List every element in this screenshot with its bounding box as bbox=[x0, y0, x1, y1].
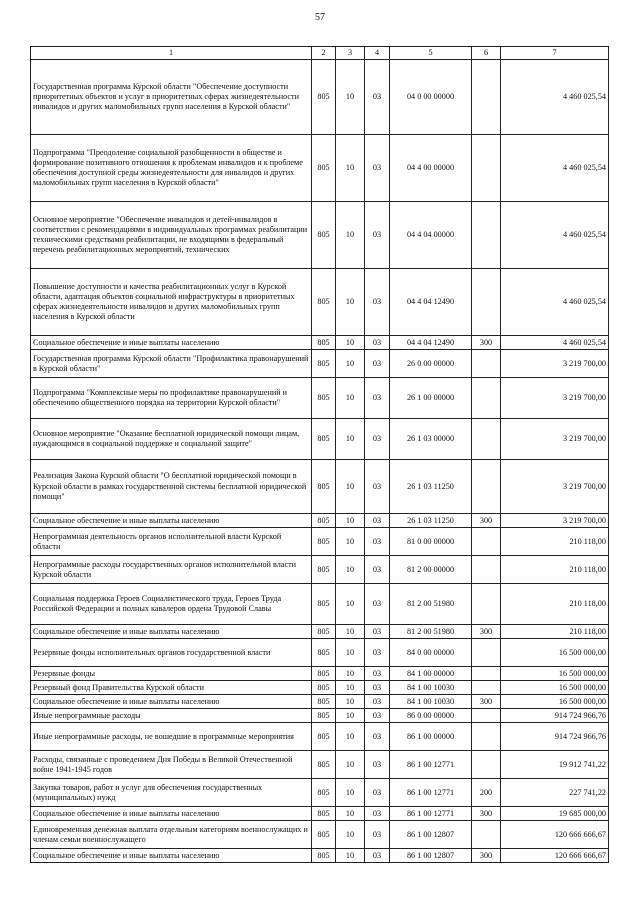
row-code-2: 805 bbox=[312, 584, 336, 625]
table-row bbox=[31, 584, 609, 625]
row-amount: 914 724 966,76 bbox=[501, 723, 609, 751]
row-target-code: 04 0 00 00000 bbox=[390, 60, 472, 135]
row-name: Основное мероприятие "Оказание бесплатной юридической помощи лицам, нуждающимся в социальной поддержке и социальной защите" bbox=[31, 419, 312, 460]
row-code-3: 10 bbox=[336, 378, 365, 419]
column-header: 7 bbox=[501, 47, 609, 60]
row-target-code: 81 2 00 51980 bbox=[390, 625, 472, 639]
table-row bbox=[31, 681, 609, 695]
row-name: Социальное обеспечение и иные выплаты населению bbox=[31, 695, 312, 709]
row-target-code: 84 1 00 10030 bbox=[390, 695, 472, 709]
row-amount: 210 118,00 bbox=[501, 625, 609, 639]
row-name: Основное мероприятие "Обеспечение инвалидов и детей-инвалидов в соответствии с рекомендациями в индивидуальных программах реабилитации техническими средствами реабилитации, не входящими в федеральный перечень реабилитационных мероприятий, технических bbox=[31, 202, 312, 269]
row-code-3: 10 bbox=[336, 723, 365, 751]
table-row bbox=[31, 779, 609, 807]
row-name: Социальное обеспечение и иные выплаты населению bbox=[31, 807, 312, 821]
row-code-4: 03 bbox=[365, 514, 390, 528]
row-target-code: 04 4 00 00000 bbox=[390, 135, 472, 202]
row-expense-type bbox=[472, 528, 501, 556]
row-code-4: 03 bbox=[365, 556, 390, 584]
row-expense-type bbox=[472, 202, 501, 269]
row-name: Непрограммные расходы государственных органов исполнительной власти Курской области bbox=[31, 556, 312, 584]
row-expense-type bbox=[472, 723, 501, 751]
row-name: Закупка товаров, работ и услуг для обеспечения государственных (муниципальных) нужд bbox=[31, 779, 312, 807]
row-amount: 120 666 666,67 bbox=[501, 849, 609, 863]
row-amount: 914 724 966,76 bbox=[501, 709, 609, 723]
row-code-4: 03 bbox=[365, 350, 390, 378]
row-code-3: 10 bbox=[336, 709, 365, 723]
row-target-code: 81 2 00 51980 bbox=[390, 584, 472, 625]
row-expense-type bbox=[472, 709, 501, 723]
header-row bbox=[31, 47, 609, 60]
row-code-3: 10 bbox=[336, 269, 365, 336]
table-row bbox=[31, 419, 609, 460]
row-expense-type bbox=[472, 460, 501, 514]
row-code-2: 805 bbox=[312, 269, 336, 336]
table-row bbox=[31, 807, 609, 821]
row-target-code: 86 1 00 12771 bbox=[390, 779, 472, 807]
row-expense-type bbox=[472, 751, 501, 779]
row-code-2: 805 bbox=[312, 556, 336, 584]
row-amount: 210 118,00 bbox=[501, 584, 609, 625]
table-row bbox=[31, 514, 609, 528]
row-code-2: 805 bbox=[312, 709, 336, 723]
row-amount: 19 685 000,00 bbox=[501, 807, 609, 821]
table-row bbox=[31, 350, 609, 378]
row-amount: 4 460 025,54 bbox=[501, 336, 609, 350]
row-expense-type bbox=[472, 667, 501, 681]
row-amount: 210 118,00 bbox=[501, 556, 609, 584]
row-code-3: 10 bbox=[336, 202, 365, 269]
table-row bbox=[31, 849, 609, 863]
row-code-4: 03 bbox=[365, 269, 390, 336]
row-amount: 3 219 700,00 bbox=[501, 419, 609, 460]
row-amount: 210 118,00 bbox=[501, 528, 609, 556]
row-target-code: 04 4 04 12490 bbox=[390, 336, 472, 350]
row-amount: 4 460 025,54 bbox=[501, 135, 609, 202]
row-code-2: 805 bbox=[312, 821, 336, 849]
table-row bbox=[31, 625, 609, 639]
row-name: Социальное обеспечение и иные выплаты населению bbox=[31, 849, 312, 863]
row-amount: 4 460 025,54 bbox=[501, 269, 609, 336]
row-code-2: 805 bbox=[312, 681, 336, 695]
row-amount: 16 500 000,00 bbox=[501, 695, 609, 709]
row-name: Резервные фонды исполнительных органов государственной власти bbox=[31, 639, 312, 667]
row-expense-type: 300 bbox=[472, 807, 501, 821]
row-name: Иные непрограммные расходы, не вошедшие в программные мероприятия bbox=[31, 723, 312, 751]
row-target-code: 84 1 00 00000 bbox=[390, 667, 472, 681]
row-name: Социальная поддержка Героев Социалистического труда, Героев Труда Российской Федерации и полных кавалеров ордена Трудовой Славы bbox=[31, 584, 312, 625]
row-code-2: 805 bbox=[312, 60, 336, 135]
row-code-3: 10 bbox=[336, 584, 365, 625]
row-amount: 16 500 000,00 bbox=[501, 639, 609, 667]
row-target-code: 26 1 03 00000 bbox=[390, 419, 472, 460]
table-row bbox=[31, 821, 609, 849]
row-code-3: 10 bbox=[336, 681, 365, 695]
row-expense-type bbox=[472, 584, 501, 625]
row-expense-type bbox=[472, 350, 501, 378]
column-header: 3 bbox=[336, 47, 365, 60]
column-header: 5 bbox=[390, 47, 472, 60]
row-target-code: 84 0 00 00000 bbox=[390, 639, 472, 667]
row-name: Единовременная денежная выплата отдельным категориям военнослужащих и членам семьи военнослужащего bbox=[31, 821, 312, 849]
row-code-4: 03 bbox=[365, 60, 390, 135]
table-row bbox=[31, 695, 609, 709]
table-row bbox=[31, 709, 609, 723]
row-code-4: 03 bbox=[365, 378, 390, 419]
table-row bbox=[31, 202, 609, 269]
row-name: Иные непрограммные расходы bbox=[31, 709, 312, 723]
row-code-2: 805 bbox=[312, 350, 336, 378]
table-row bbox=[31, 336, 609, 350]
page-number: 57 bbox=[315, 12, 325, 23]
table-row bbox=[31, 60, 609, 135]
column-header: 1 bbox=[31, 47, 312, 60]
row-expense-type: 300 bbox=[472, 849, 501, 863]
row-code-3: 10 bbox=[336, 667, 365, 681]
row-code-2: 805 bbox=[312, 625, 336, 639]
row-amount: 3 219 700,00 bbox=[501, 350, 609, 378]
row-expense-type bbox=[472, 556, 501, 584]
column-header: 4 bbox=[365, 47, 390, 60]
row-name: Резервный фонд Правительства Курской области bbox=[31, 681, 312, 695]
row-code-2: 805 bbox=[312, 514, 336, 528]
table-row bbox=[31, 528, 609, 556]
row-code-4: 03 bbox=[365, 723, 390, 751]
row-target-code: 86 0 00 00000 bbox=[390, 709, 472, 723]
row-amount: 120 666 666,67 bbox=[501, 821, 609, 849]
row-code-2: 805 bbox=[312, 849, 336, 863]
row-name: Непрограммная деятельность органов исполнительной власти Курской области bbox=[31, 528, 312, 556]
row-code-4: 03 bbox=[365, 709, 390, 723]
row-code-4: 03 bbox=[365, 135, 390, 202]
row-code-4: 03 bbox=[365, 528, 390, 556]
row-code-4: 03 bbox=[365, 639, 390, 667]
row-name: Социальное обеспечение и иные выплаты населению bbox=[31, 336, 312, 350]
row-code-3: 10 bbox=[336, 528, 365, 556]
row-target-code: 04 4 04 00000 bbox=[390, 202, 472, 269]
row-expense-type bbox=[472, 378, 501, 419]
row-name: Государственная программа Курской области "Обеспечение доступности приоритетных объектов и услуг в приоритетных сферах жизнедеятельности инвалидов и других маломобильных групп населения в Курской области" bbox=[31, 60, 312, 135]
row-code-3: 10 bbox=[336, 60, 365, 135]
row-amount: 4 460 025,54 bbox=[501, 60, 609, 135]
column-header: 6 bbox=[472, 47, 501, 60]
row-name: Повышение доступности и качества реабилитационных услуг в Курской области, адаптация объектов социальной инфраструктуры в приоритетных сферах жизнедеятельности инвалидов и других маломобильных групп населения в Курской области bbox=[31, 269, 312, 336]
row-target-code: 86 1 00 00000 bbox=[390, 723, 472, 751]
row-code-4: 03 bbox=[365, 849, 390, 863]
row-code-3: 10 bbox=[336, 460, 365, 514]
row-code-3: 10 bbox=[336, 807, 365, 821]
row-target-code: 81 2 00 00000 bbox=[390, 556, 472, 584]
table-row bbox=[31, 378, 609, 419]
row-code-2: 805 bbox=[312, 807, 336, 821]
row-expense-type bbox=[472, 419, 501, 460]
row-code-4: 03 bbox=[365, 584, 390, 625]
row-code-3: 10 bbox=[336, 350, 365, 378]
row-code-3: 10 bbox=[336, 135, 365, 202]
row-code-3: 10 bbox=[336, 556, 365, 584]
row-code-4: 03 bbox=[365, 751, 390, 779]
row-name: Резервные фонды bbox=[31, 667, 312, 681]
row-amount: 4 460 025,54 bbox=[501, 202, 609, 269]
row-target-code: 86 1 00 12807 bbox=[390, 821, 472, 849]
row-code-2: 805 bbox=[312, 723, 336, 751]
row-target-code: 81 0 00 00000 bbox=[390, 528, 472, 556]
row-code-4: 03 bbox=[365, 807, 390, 821]
table-row bbox=[31, 723, 609, 751]
row-amount: 227 741,22 bbox=[501, 779, 609, 807]
row-name: Социальное обеспечение и иные выплаты населению bbox=[31, 625, 312, 639]
row-amount: 16 500 000,00 bbox=[501, 667, 609, 681]
row-code-2: 805 bbox=[312, 336, 336, 350]
row-expense-type bbox=[472, 60, 501, 135]
row-amount: 16 500 000,00 bbox=[501, 681, 609, 695]
row-target-code: 26 1 00 00000 bbox=[390, 378, 472, 419]
row-code-4: 03 bbox=[365, 202, 390, 269]
row-target-code: 04 4 04 12490 bbox=[390, 269, 472, 336]
row-name: Реализация Закона Курской области "О бесплатной юридической помощи в Курской области в рамках государственной системы бесплатной юридической помощи" bbox=[31, 460, 312, 514]
row-expense-type bbox=[472, 639, 501, 667]
table-row bbox=[31, 667, 609, 681]
row-code-3: 10 bbox=[336, 695, 365, 709]
row-code-3: 10 bbox=[336, 779, 365, 807]
row-code-2: 805 bbox=[312, 419, 336, 460]
row-code-4: 03 bbox=[365, 625, 390, 639]
table-row bbox=[31, 460, 609, 514]
row-expense-type: 300 bbox=[472, 625, 501, 639]
row-code-2: 805 bbox=[312, 378, 336, 419]
row-code-3: 10 bbox=[336, 336, 365, 350]
row-target-code: 26 1 03 11250 bbox=[390, 460, 472, 514]
row-code-4: 03 bbox=[365, 336, 390, 350]
row-expense-type: 300 bbox=[472, 336, 501, 350]
row-amount: 19 912 741,22 bbox=[501, 751, 609, 779]
row-code-2: 805 bbox=[312, 695, 336, 709]
row-code-2: 805 bbox=[312, 135, 336, 202]
row-expense-type bbox=[472, 269, 501, 336]
row-expense-type bbox=[472, 135, 501, 202]
row-amount: 3 219 700,00 bbox=[501, 460, 609, 514]
row-target-code: 86 1 00 12807 bbox=[390, 849, 472, 863]
row-code-3: 10 bbox=[336, 639, 365, 667]
row-name: Государственная программа Курской области "Профилактика правонарушений в Курской области" bbox=[31, 350, 312, 378]
row-amount: 3 219 700,00 bbox=[501, 378, 609, 419]
row-code-4: 03 bbox=[365, 667, 390, 681]
row-code-3: 10 bbox=[336, 419, 365, 460]
row-code-2: 805 bbox=[312, 639, 336, 667]
row-code-2: 805 bbox=[312, 460, 336, 514]
row-code-4: 03 bbox=[365, 460, 390, 514]
row-code-4: 03 bbox=[365, 681, 390, 695]
table-row bbox=[31, 135, 609, 202]
table-row bbox=[31, 269, 609, 336]
column-header: 2 bbox=[312, 47, 336, 60]
row-expense-type bbox=[472, 681, 501, 695]
row-code-3: 10 bbox=[336, 821, 365, 849]
row-code-2: 805 bbox=[312, 751, 336, 779]
row-target-code: 84 1 00 10030 bbox=[390, 681, 472, 695]
row-expense-type bbox=[472, 821, 501, 849]
row-target-code: 86 1 00 12771 bbox=[390, 807, 472, 821]
table-row bbox=[31, 556, 609, 584]
row-code-2: 805 bbox=[312, 202, 336, 269]
row-target-code: 26 1 03 11250 bbox=[390, 514, 472, 528]
table-row bbox=[31, 751, 609, 779]
row-name: Подпрограмма "Комплексные меры по профилактике правонарушений и обеспечению общественного порядка на территории Курской области" bbox=[31, 378, 312, 419]
row-code-4: 03 bbox=[365, 821, 390, 849]
row-expense-type: 300 bbox=[472, 514, 501, 528]
table-row bbox=[31, 639, 609, 667]
row-name: Подпрограмма "Преодоление социальной разобщенности в обществе и формирование позитивного отношения к проблемам инвалидов и к проблеме обеспечения доступной среды жизнедеятельности для инвалидов и других маломобильных групп населения в Курской области" bbox=[31, 135, 312, 202]
row-code-3: 10 bbox=[336, 514, 365, 528]
row-code-2: 805 bbox=[312, 779, 336, 807]
row-code-2: 805 bbox=[312, 667, 336, 681]
row-code-2: 805 bbox=[312, 528, 336, 556]
row-code-3: 10 bbox=[336, 625, 365, 639]
row-expense-type: 300 bbox=[472, 695, 501, 709]
row-amount: 3 219 700,00 bbox=[501, 514, 609, 528]
row-code-4: 03 bbox=[365, 695, 390, 709]
row-code-4: 03 bbox=[365, 419, 390, 460]
row-target-code: 86 1 00 12771 bbox=[390, 751, 472, 779]
row-target-code: 26 0 00 00000 bbox=[390, 350, 472, 378]
row-code-3: 10 bbox=[336, 751, 365, 779]
row-name: Расходы, связанные с проведением Дня Победы в Великой Отечественной войне 1941-1945 годов bbox=[31, 751, 312, 779]
row-name: Социальное обеспечение и иные выплаты населению bbox=[31, 514, 312, 528]
row-expense-type: 200 bbox=[472, 779, 501, 807]
budget-table bbox=[30, 46, 609, 863]
row-code-4: 03 bbox=[365, 779, 390, 807]
row-code-3: 10 bbox=[336, 849, 365, 863]
